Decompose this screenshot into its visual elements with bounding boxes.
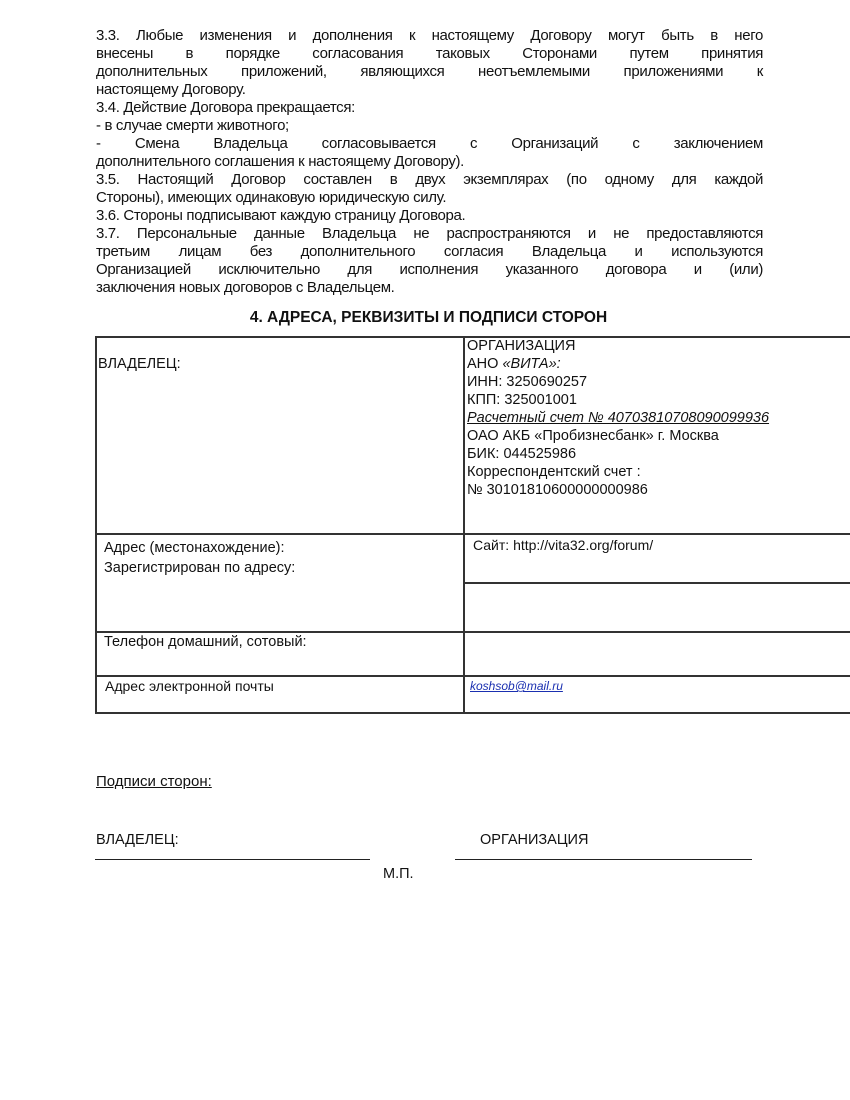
clause-line: дополнительных приложений, являющихся неотъемлемыми приложениями к: [96, 63, 763, 80]
org-requisites: [467, 337, 769, 499]
org-name-italic: «ВИТА»:: [502, 356, 561, 372]
table-border: [95, 533, 850, 535]
org-corr-number: № 30101810600000000986: [467, 482, 648, 498]
requisites-table: [95, 336, 850, 713]
address-cell: [104, 538, 295, 578]
table-border: [464, 582, 850, 584]
org-signature-label: ОРГАНИЗАЦИЯ: [480, 832, 589, 848]
table-border: [463, 336, 465, 714]
org-name-prefix: АНО: [467, 356, 503, 372]
clause-line: - в случае смерти животного;: [96, 117, 289, 134]
contract-clauses: [96, 27, 763, 297]
table-border: [95, 336, 97, 714]
org-corr-label: Корреспондентский счет :: [467, 464, 641, 480]
email-link[interactable]: koshsob@mail.ru: [470, 679, 563, 693]
table-border: [95, 712, 850, 714]
org-bank: ОАО АКБ «Пробизнесбанк» г. Москва: [467, 428, 719, 444]
clause-line: заключения новых договоров с Владельцем.: [96, 279, 395, 296]
registered-label: Зарегистрирован по адресу:: [104, 560, 296, 576]
signatures-heading: Подписи сторон:: [96, 773, 212, 790]
site-text: Сайт: http://vita32.org/forum/: [473, 537, 654, 553]
section-title: 4. АДРЕСА, РЕКВИЗИТЫ И ПОДПИСИ СТОРОН: [249, 309, 608, 326]
email-label: Адрес электронной почты: [105, 678, 274, 694]
org-bik: БИК: 044525986: [467, 446, 577, 462]
phone-label: Телефон домашний, сотовый:: [104, 634, 307, 650]
clause-line: - Смена Владельца согласовывается с Организаций с заключением: [96, 135, 763, 152]
clause-line: Организацией исключительно для исполнения указанного договора и (или): [96, 261, 763, 278]
owner-label: ВЛАДЕЛЕЦ:: [98, 356, 181, 372]
address-label: Адрес (местонахождение):: [104, 540, 285, 556]
org-signature-line: [455, 859, 752, 860]
clause-line: Стороны), имеющих одинаковую юридическую силу.: [96, 189, 447, 206]
clause-line: 3.6. Стороны подписывают каждую страницу Договора.: [96, 207, 466, 224]
clause-line: внесены в порядке согласования таковых Сторонами путем принятия: [96, 45, 763, 62]
clause-line: третьим лицам без дополнительного согласия Владельца и используются: [96, 243, 763, 260]
owner-signature-line: [95, 859, 370, 860]
owner-signature-label: ВЛАДЕЛЕЦ:: [96, 832, 179, 848]
clause-line: 3.4. Действие Договора прекращается:: [96, 99, 355, 116]
org-inn: ИНН: 3250690257: [467, 374, 588, 390]
clause-line: 3.3. Любые изменения и дополнения к настоящему Договору могут быть в него: [96, 27, 763, 44]
clause-line: дополнительного соглашения к настоящему Договору).: [96, 153, 464, 170]
org-name: [467, 355, 769, 373]
clause-line: 3.7. Персональные данные Владельца не распространяются и не предоставляются: [96, 225, 763, 242]
org-account: Расчетный счет № 40703810708090099936: [467, 410, 770, 426]
stamp-label: М.П.: [383, 866, 414, 882]
org-heading: ОРГАНИЗАЦИЯ: [467, 338, 576, 354]
clause-line: настоящему Договору.: [96, 81, 246, 98]
org-kpp: КПП: 325001001: [467, 392, 577, 408]
clause-line: 3.5. Настоящий Договор составлен в двух экземплярах (по одному для каждой: [96, 171, 763, 188]
